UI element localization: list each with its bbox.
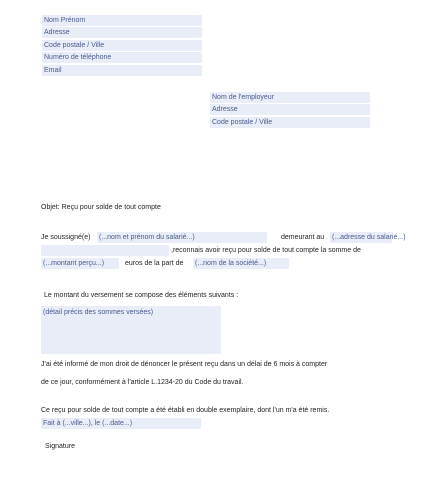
duplicate-text: Ce reçu pour solde de tout compte a été établi en double exemplaire, dont l'un m'a été remis. [41,407,330,414]
employer-address-field[interactable]: Adresse [210,104,370,115]
euros-text: euros de la part de [125,260,184,267]
sender-postal-city-field[interactable]: Code postale / Ville [42,40,202,51]
sender-address-field[interactable]: Adresse [42,27,202,38]
subject-line: Objet: Reçu pour solde de tout compte [41,204,161,211]
rights-text-line2: de ce jour, conformément à l'article L.1234-20 du Code du travail. [41,379,244,386]
sender-email-field[interactable]: Email [42,65,202,76]
acknowledge-text: ,reconnais avoir reçu pour solde de tout compte la somme de [171,247,361,254]
company-name-field[interactable]: (...nom de la société...) [193,258,289,269]
employer-postal-city-field[interactable]: Code postale / Ville [210,117,370,128]
breakdown-textarea[interactable]: (détail précis des sommes versées) [41,306,221,354]
employer-name-field[interactable]: Nom de l'employeur [210,92,370,103]
sender-phone-field[interactable]: Numéro de téléphone [42,52,202,63]
line2-blank-field[interactable] [41,245,169,256]
breakdown-intro: Le montant du versement se compose des éléments suivants : [44,292,239,299]
signature-label: Signature [45,443,75,450]
employee-name-field[interactable]: (...nom et prénom du salarié...) [97,232,267,243]
residing-label: demeurant au [281,234,325,241]
undersigned-label: Je soussigné(e) [41,234,91,241]
employee-address-field[interactable]: (...adresse du salarié...) [332,234,406,241]
rights-text-line1: J'ai été informé de mon droit de dénoncer le présent reçu dans un délai de 6 mois à compter [41,361,328,368]
amount-field[interactable]: (...montant perçu...) [41,258,119,269]
place-date-field[interactable]: Fait à (...ville...), le (...date...) [41,418,201,429]
sender-name-field[interactable]: Nom Prénom [42,15,202,26]
